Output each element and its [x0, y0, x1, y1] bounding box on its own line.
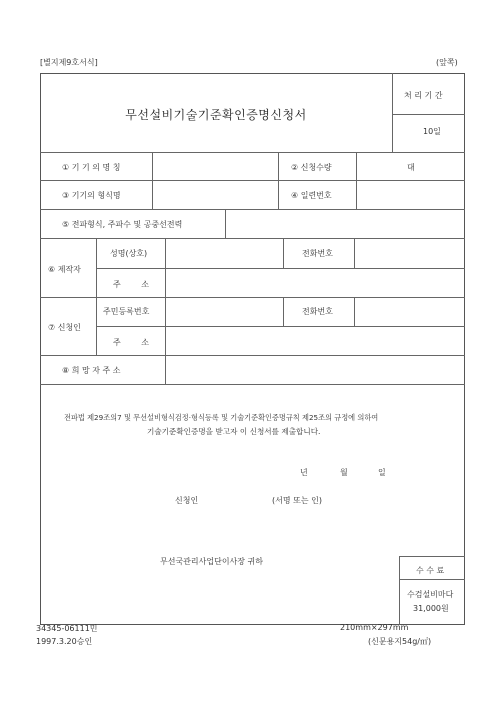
quantity-unit: 대 [407, 163, 415, 172]
fee-label: 수 수 료 [416, 566, 445, 575]
row-line [96, 268, 465, 269]
date-day: 일 [378, 468, 386, 477]
statement-line-1: 전파법 제29조의7 및 무선설비형식검정·형식등록 및 기술기준확인증명규칙 제25조의 규정에 의하여 [64, 413, 379, 422]
row-line [40, 180, 465, 181]
date-month: 월 [340, 468, 348, 477]
applicant-signature-label: 신청인 [175, 496, 199, 505]
applicant-address-label: 주 소 [113, 338, 149, 347]
col-line [165, 238, 166, 384]
row-line [40, 209, 465, 210]
applicant-label: ⑦ 신청인 [48, 323, 81, 332]
page-side: (앞쪽) [436, 58, 458, 67]
col-line [356, 152, 357, 209]
emission-type-label: ⑤ 전파형식, 주파수 및 공중선전력 [62, 220, 183, 229]
fee-amount: 31,000원 [413, 604, 449, 613]
statement-line-2: 기술기준확인증명을 받고자 이 신청서를 제출합니다. [147, 427, 321, 436]
model-name-label: ③ 기기의 형식명 [62, 191, 121, 200]
col-line [354, 297, 355, 326]
row-line [96, 326, 465, 327]
maker-phone-label: 전화번호 [302, 249, 333, 258]
form-frame [40, 73, 465, 625]
row-line [40, 384, 465, 385]
maker-label: ⑥ 제작자 [48, 265, 81, 274]
recipient-address-label: ⑧ 희 망 자 주 소 [62, 366, 121, 375]
fee-divider [399, 579, 465, 580]
date-year: 년 [300, 468, 308, 477]
col-line [283, 238, 284, 268]
form-title: 무선설비기술기준확인증명신청서 [125, 108, 307, 122]
row-line [40, 355, 465, 356]
device-name-label: ① 기 기 의 명 칭 [62, 163, 121, 172]
maker-name-label: 성명(상호) [110, 249, 148, 258]
col-line [354, 238, 355, 268]
col-line [278, 152, 279, 209]
paper-type: (신문용지54g/㎡) [368, 637, 432, 646]
maker-address-label: 주 소 [113, 280, 149, 289]
row-line [40, 297, 465, 298]
col-line [152, 152, 153, 209]
col-line [225, 209, 226, 238]
sign-or-seal-label: (서명 또는 인) [272, 496, 322, 505]
applicant-id-label: 주민등록번호 [103, 307, 150, 316]
row-line [40, 238, 465, 239]
applicant-phone-label: 전화번호 [302, 307, 333, 316]
col-line [96, 238, 97, 355]
row-line [40, 152, 465, 153]
quantity-label: ② 신청수량 [291, 163, 332, 172]
serial-number-label: ④ 일련번호 [291, 191, 332, 200]
addressee: 무선국관리사업단이사장 귀하 [160, 557, 264, 566]
approval-date: 1997.3.20승인 [36, 637, 93, 646]
processing-period-label: 처 리 기 간 [404, 91, 443, 100]
processing-divider [392, 114, 465, 115]
title-divider [392, 73, 393, 152]
form-code: 34345-06111민 [36, 624, 98, 633]
col-line [283, 297, 284, 326]
form-number: [별지제9호서식] [40, 58, 98, 67]
processing-period-value: 10일 [423, 127, 441, 136]
fee-condition: 수검설비마다 [407, 590, 454, 599]
paper-size: 210mm×297mm [340, 623, 409, 632]
